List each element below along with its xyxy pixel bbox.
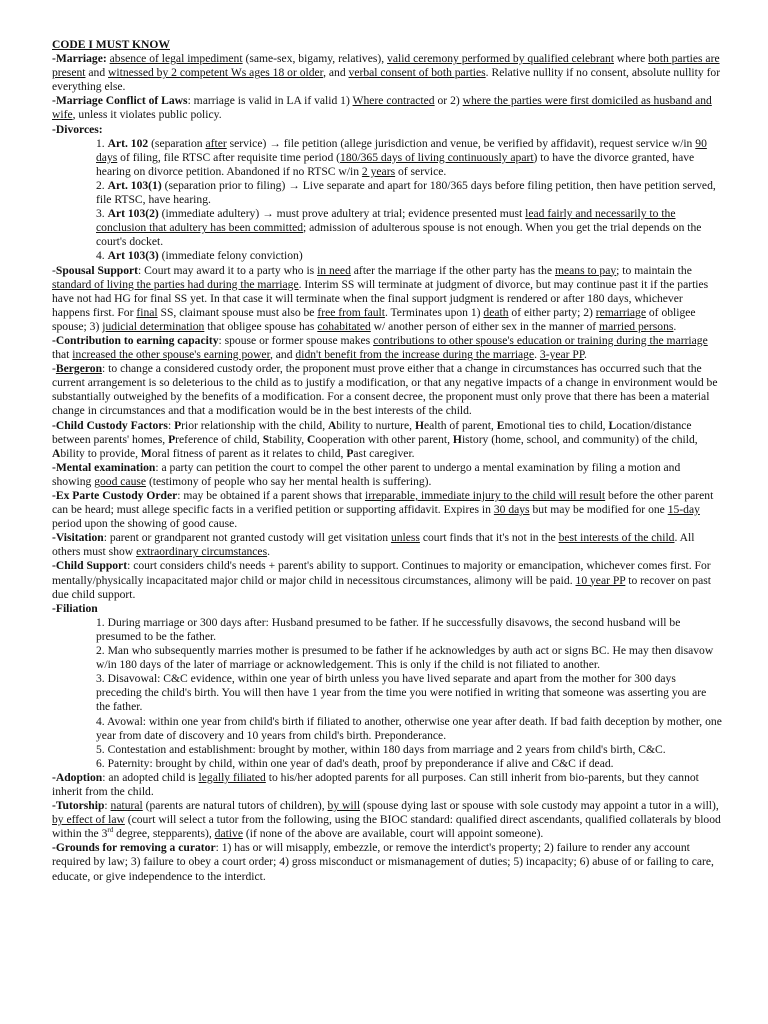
underlined-text: unless xyxy=(390,531,420,545)
text-run: 5. Contestation and establishment: brought by mother, within 180 days from marriage and 2 years from child's birth, C&C. xyxy=(96,742,666,756)
text-run: (immediate adultery) → must prove adultery at trial; evidence presented must xyxy=(158,207,526,221)
underlined-text: didn't benefit from the increase during the marriage xyxy=(295,348,535,362)
paragraph xyxy=(52,123,722,137)
text-run: tability, xyxy=(269,432,308,446)
text-run: that obligee spouse has xyxy=(204,319,318,333)
underlined-text: married persons xyxy=(599,319,674,333)
paragraph xyxy=(52,419,722,461)
text-run: SS, claimant spouse must also be xyxy=(157,305,318,319)
text-run: oral fitness of parent as it relates to child, xyxy=(151,446,347,460)
bold-text: -Contribution to earning capacity xyxy=(52,333,219,347)
underlined-text: free from fault xyxy=(317,305,385,319)
text-run: . Relative nullity if no consent, absolute nullity for everything else. xyxy=(52,66,721,94)
numbered-item xyxy=(96,207,722,249)
text-run: before the other parent can be heard; must allege specific facts in a verified petition or supporting affidavit. Expires in xyxy=(52,489,714,517)
numbered-item xyxy=(96,672,722,714)
text-run: 1. xyxy=(96,136,108,150)
text-run: : to change a considered custody order, the proponent must prove either that a change in circumstances has occurred such that the current arrangement is so deleterious to the child as to justify a modification, or that any negative impacts of a change in environment would be substantially outweighed by the benefits of a modification. For a consent decree, the proponent must only prove that there has been a material change in circumstances and that a modification would be in the best interests of the child. xyxy=(52,362,718,418)
underlined-text: where the parties were first domiciled as husband and wife xyxy=(52,94,712,122)
underlined-text: both parties are present xyxy=(52,52,720,80)
underlined-text: good cause xyxy=(94,474,147,488)
text-run: , and xyxy=(269,348,296,362)
bold-text: -Grounds for removing a curator xyxy=(52,841,216,855)
bold-text: Art 103(3) xyxy=(107,249,159,263)
underlined-text: irreparable, immediate injury to the child will result xyxy=(364,489,606,502)
paragraph xyxy=(52,841,722,883)
bold-text: A xyxy=(52,446,61,460)
text-run: of obligee spouse; 3) xyxy=(52,305,696,333)
bold-text: Art 103(2) xyxy=(107,207,159,221)
text-run: 3. Disavowal: C&C evidence, within one year of birth unless you have lived separate and apart from the mother for 300 days preceding the child's birth. You will then have 1 year from the time you were notified in writing that someone was asserting you are the father. xyxy=(96,672,707,714)
underlined-text: 10 year PP xyxy=(575,573,626,587)
text-run: 1. During marriage or 300 days after: Husband presumed to be father. If he successfully disavows, the second husband will be presumed to be the father. xyxy=(96,615,681,643)
underlined-text: in need xyxy=(317,263,351,277)
text-run: (testimony of people who say her mental health is suffering). xyxy=(146,474,432,488)
text-run: to recover on past due child support. xyxy=(52,573,711,601)
underlined-text: final xyxy=(136,305,158,319)
underlined-text: by will xyxy=(327,799,361,813)
text-run: ealth of parent, xyxy=(423,418,497,432)
text-run: , and xyxy=(323,66,349,80)
text-run: . xyxy=(267,545,270,559)
underlined-text: contributions to other spouse's education or training during the marriage xyxy=(373,333,708,347)
bold-text: -Tutorship xyxy=(52,799,105,813)
paragraph xyxy=(52,94,722,122)
text-run: of either party; 2) xyxy=(508,305,596,319)
bold-text: -Marriage: xyxy=(52,52,107,66)
bold-text: -Adoption xyxy=(52,770,103,784)
numbered-item xyxy=(96,757,722,771)
text-run: : xyxy=(167,418,175,432)
underlined-text: by effect of law xyxy=(52,813,125,827)
text-run: . xyxy=(584,348,587,362)
text-run: (parents are natural tutors of children), xyxy=(142,799,328,813)
text-run: but may be modified for one xyxy=(529,503,668,517)
text-run: (same-sex, bigamy, relatives), xyxy=(242,52,388,66)
text-run: ooperation with other parent, xyxy=(315,432,453,446)
text-run: 6. Paternity: brought by child, within one year of dad's death, proof by preponderance if alive and C&C if dead. xyxy=(96,756,614,770)
numbered-item xyxy=(96,644,722,672)
text-run: . xyxy=(673,319,677,333)
bold-text: P xyxy=(168,432,176,446)
paragraph xyxy=(52,771,722,799)
paragraph xyxy=(52,52,722,94)
text-run: motional ties to child, xyxy=(504,418,609,432)
text-run: reference of child, xyxy=(175,432,263,446)
underlined-text: death xyxy=(483,305,509,319)
text-run: : xyxy=(104,799,111,813)
underlined-text: 90 days xyxy=(96,136,707,164)
text-run: (separation xyxy=(148,136,206,150)
text-run: where xyxy=(614,52,649,66)
text-run: service) → file petition (allege jurisdiction and venue, be verified by affidavit), request service w/in xyxy=(226,136,696,150)
underlined-text: cohabitated xyxy=(317,319,371,333)
text-run: ast caregiver. xyxy=(353,446,415,460)
paragraph xyxy=(52,799,722,841)
paragraph xyxy=(52,602,722,616)
text-run: : may be obtained if a parent shows that xyxy=(177,489,365,502)
underlined-text: judicial determination xyxy=(102,319,205,333)
bold-text: -Ex Parte Custody Order xyxy=(52,489,178,502)
text-run: 4. Avowal: within one year from child's birth if filiated to another, otherwise one year after death. If bad faith deception by mother, one year from date of discovery and 10 years from child's birth. Preponderance. xyxy=(96,714,722,742)
text-run: (court will select a tutor from the following, using the BIOC standard: qualified direct ascendants, qualified collaterals by blood within the 3 xyxy=(52,813,721,841)
bold-text: Bergeron xyxy=(55,362,103,376)
bold-text: -Marriage Conflict of Laws xyxy=(52,94,188,108)
underlined-text: means to pay xyxy=(554,263,617,277)
underlined-text: extraordinary circumstances xyxy=(136,545,268,559)
underlined-text: Where contracted xyxy=(352,94,435,108)
text-run: to his/her adopted parents for all purposes. Can still inherit from bio-parents, but they cannot inherit from the child. xyxy=(52,770,699,798)
underlined-text: lead fairly and necessarily to the conclusion that adultery has been committed xyxy=(96,207,676,235)
text-run: ) to have the divorce granted, have hearing on divorce petition. Abandoned if no RTSC w/in xyxy=(96,150,695,178)
text-run: that xyxy=(52,348,73,362)
text-run: ; admission of adulterous spouse is not enough. When you get the trial depends on the court's docket. xyxy=(96,221,702,249)
underlined-text: valid ceremony performed by qualified celebrant xyxy=(387,52,614,66)
text-run: : parent or grandparent not granted custody will get visitation xyxy=(103,531,391,545)
paragraph xyxy=(52,531,722,559)
text-run: istory (home, school, and community) of the child, xyxy=(461,432,698,446)
text-run: : an adopted child is xyxy=(102,770,199,784)
bold-text: P xyxy=(174,418,182,432)
text-run: or 2) xyxy=(434,94,463,108)
text-run: w/ another person of either sex in the manner of xyxy=(370,319,600,333)
underlined-text: after xyxy=(205,136,227,150)
text-run: period upon the showing of good cause. xyxy=(52,517,238,531)
text-run: of service. xyxy=(395,164,447,178)
underlined-text: natural xyxy=(110,799,143,813)
underlined-text: standard of living the parties had during the marriage xyxy=(52,277,299,291)
underlined-text: 2 years xyxy=(361,164,396,178)
paragraph xyxy=(52,489,722,531)
text-run: of filing, file RTSC after requisite time period ( xyxy=(117,150,341,164)
paragraph xyxy=(52,264,722,334)
text-run: 2. Man who subsequently marries mother is presumed to be father if he acknowledges by auth act or signs BC. He may then disavow w/in 180 days of the later of marriage or acknowledgement. This is only if the child is not filiated to another. xyxy=(96,644,714,672)
document-title: CODE I MUST KNOW xyxy=(52,38,170,51)
text-run: degree, stepparents), xyxy=(113,827,215,841)
text-run: 2. xyxy=(96,178,108,192)
underlined-text: best interests of the child xyxy=(558,531,675,545)
bold-text: P xyxy=(346,446,354,460)
bold-text: L xyxy=(608,418,617,432)
underlined-text: verbal consent of both parties xyxy=(348,66,486,80)
numbered-item xyxy=(96,715,722,743)
text-run: (if none of the above are available, court will appoint someone). xyxy=(242,827,544,841)
bold-text: Spousal Support xyxy=(55,263,139,277)
text-run: rior relationship with the child, xyxy=(181,418,328,432)
text-run: rd xyxy=(107,826,114,835)
bold-text: Art. 103(1) xyxy=(107,178,162,192)
text-run: and xyxy=(85,66,109,80)
numbered-item xyxy=(96,179,722,207)
bold-text: S xyxy=(262,432,270,446)
text-run: : spouse or former spouse makes xyxy=(218,333,374,347)
bold-text: H xyxy=(414,418,424,432)
document-body xyxy=(52,52,722,884)
text-run: : a party can petition the court to compel the other parent to undergo a mental examination by filing a motion and showing xyxy=(52,460,681,488)
text-run: : marriage is valid in LA if valid 1) xyxy=(187,94,353,108)
text-run: : court considers child's needs + parent's ability to support. Continues to majority or emancipation, whichever comes first. For mentally/physically incapacitated major child or major child in necessitous circumstances, alimony will be paid. xyxy=(52,559,711,587)
text-run: . xyxy=(534,348,540,362)
text-run: bility to provide, xyxy=(60,446,141,460)
bold-text: -Child Custody Factors xyxy=(52,418,168,432)
text-run: . Interim SS will terminate at judgment of divorce, but may continue past it if the parties have not had HG for final SS yet. In that case it will terminate when the final support judgment is rendered or after 180 days, whichever happens first. For xyxy=(52,277,709,319)
paragraph xyxy=(52,461,722,489)
text-run: bility to nurture, xyxy=(336,418,415,432)
text-run: ocation/distance between parents' homes, xyxy=(52,418,692,446)
text-run: ; to maintain the xyxy=(616,263,692,277)
text-run: - xyxy=(52,362,56,376)
bold-text: M xyxy=(140,446,152,460)
bold-text: -Mental examination xyxy=(52,460,156,474)
bold-text: H xyxy=(452,432,462,446)
bold-text: -Filiation xyxy=(52,601,98,615)
text-run: 4. xyxy=(96,249,108,263)
underlined-text: remarriage xyxy=(595,305,646,319)
text-run: (immediate felony conviction) xyxy=(158,249,303,263)
text-run: (spouse dying last or spouse with sole custody may appoint a tutor in a will), xyxy=(360,799,719,813)
bold-text: E xyxy=(496,418,505,432)
text-run: after the marriage if the other party has the xyxy=(350,263,555,277)
text-run: (separation prior to filing) → Live separate and apart for 180/365 days before filing petition, then have petition served, file RTSC, have hearing. xyxy=(96,178,716,207)
bold-text: -Divorces: xyxy=(52,122,103,136)
numbered-item xyxy=(96,743,722,757)
numbered-item xyxy=(96,616,722,644)
bold-text: Art. 102 xyxy=(107,136,149,150)
bold-text: -Visitation xyxy=(52,531,104,545)
paragraph xyxy=(52,362,722,418)
underlined-text: 3-year PP xyxy=(539,348,585,362)
text-run: : Court may award it to a party who is xyxy=(138,263,318,277)
underlined-text: increased the other spouse's earning power xyxy=(72,348,270,362)
underlined-text: dative xyxy=(214,827,243,841)
bold-text: -Child Support xyxy=(52,559,128,573)
underlined-text: legally filiated xyxy=(198,770,266,784)
text-run: . Terminates upon 1) xyxy=(384,305,484,319)
underlined-text: 30 days xyxy=(493,503,530,517)
paragraph xyxy=(52,559,722,601)
underlined-text: witnessed by 2 competent Ws ages 18 or older xyxy=(108,66,324,80)
bold-text: C xyxy=(307,432,316,446)
bold-text: A xyxy=(328,418,337,432)
underlined-text: 180/365 days of living continuously apart xyxy=(340,150,534,164)
text-run: - xyxy=(52,263,56,277)
text-run: . All others must show xyxy=(52,531,695,559)
text-run: : 1) has or will misapply, embezzle, or remove the interdict's property; 2) failure to render any account required by law; 3) failure to obey a court order; 4) gross misconduct or mismanagement of duties; 5) incapacity; 6) abuse of or failing to care, educate, or give independence to the interdict. xyxy=(52,841,714,883)
text-run: court finds that it's not in the xyxy=(419,531,559,545)
text-run: 3. xyxy=(96,207,108,221)
text-run: , unless it violates public policy. xyxy=(72,108,222,122)
numbered-item xyxy=(96,249,722,263)
underlined-text: absence of legal impediment xyxy=(109,52,243,66)
numbered-item xyxy=(96,137,722,179)
paragraph xyxy=(52,334,722,362)
underlined-text: 15-day xyxy=(667,503,700,517)
